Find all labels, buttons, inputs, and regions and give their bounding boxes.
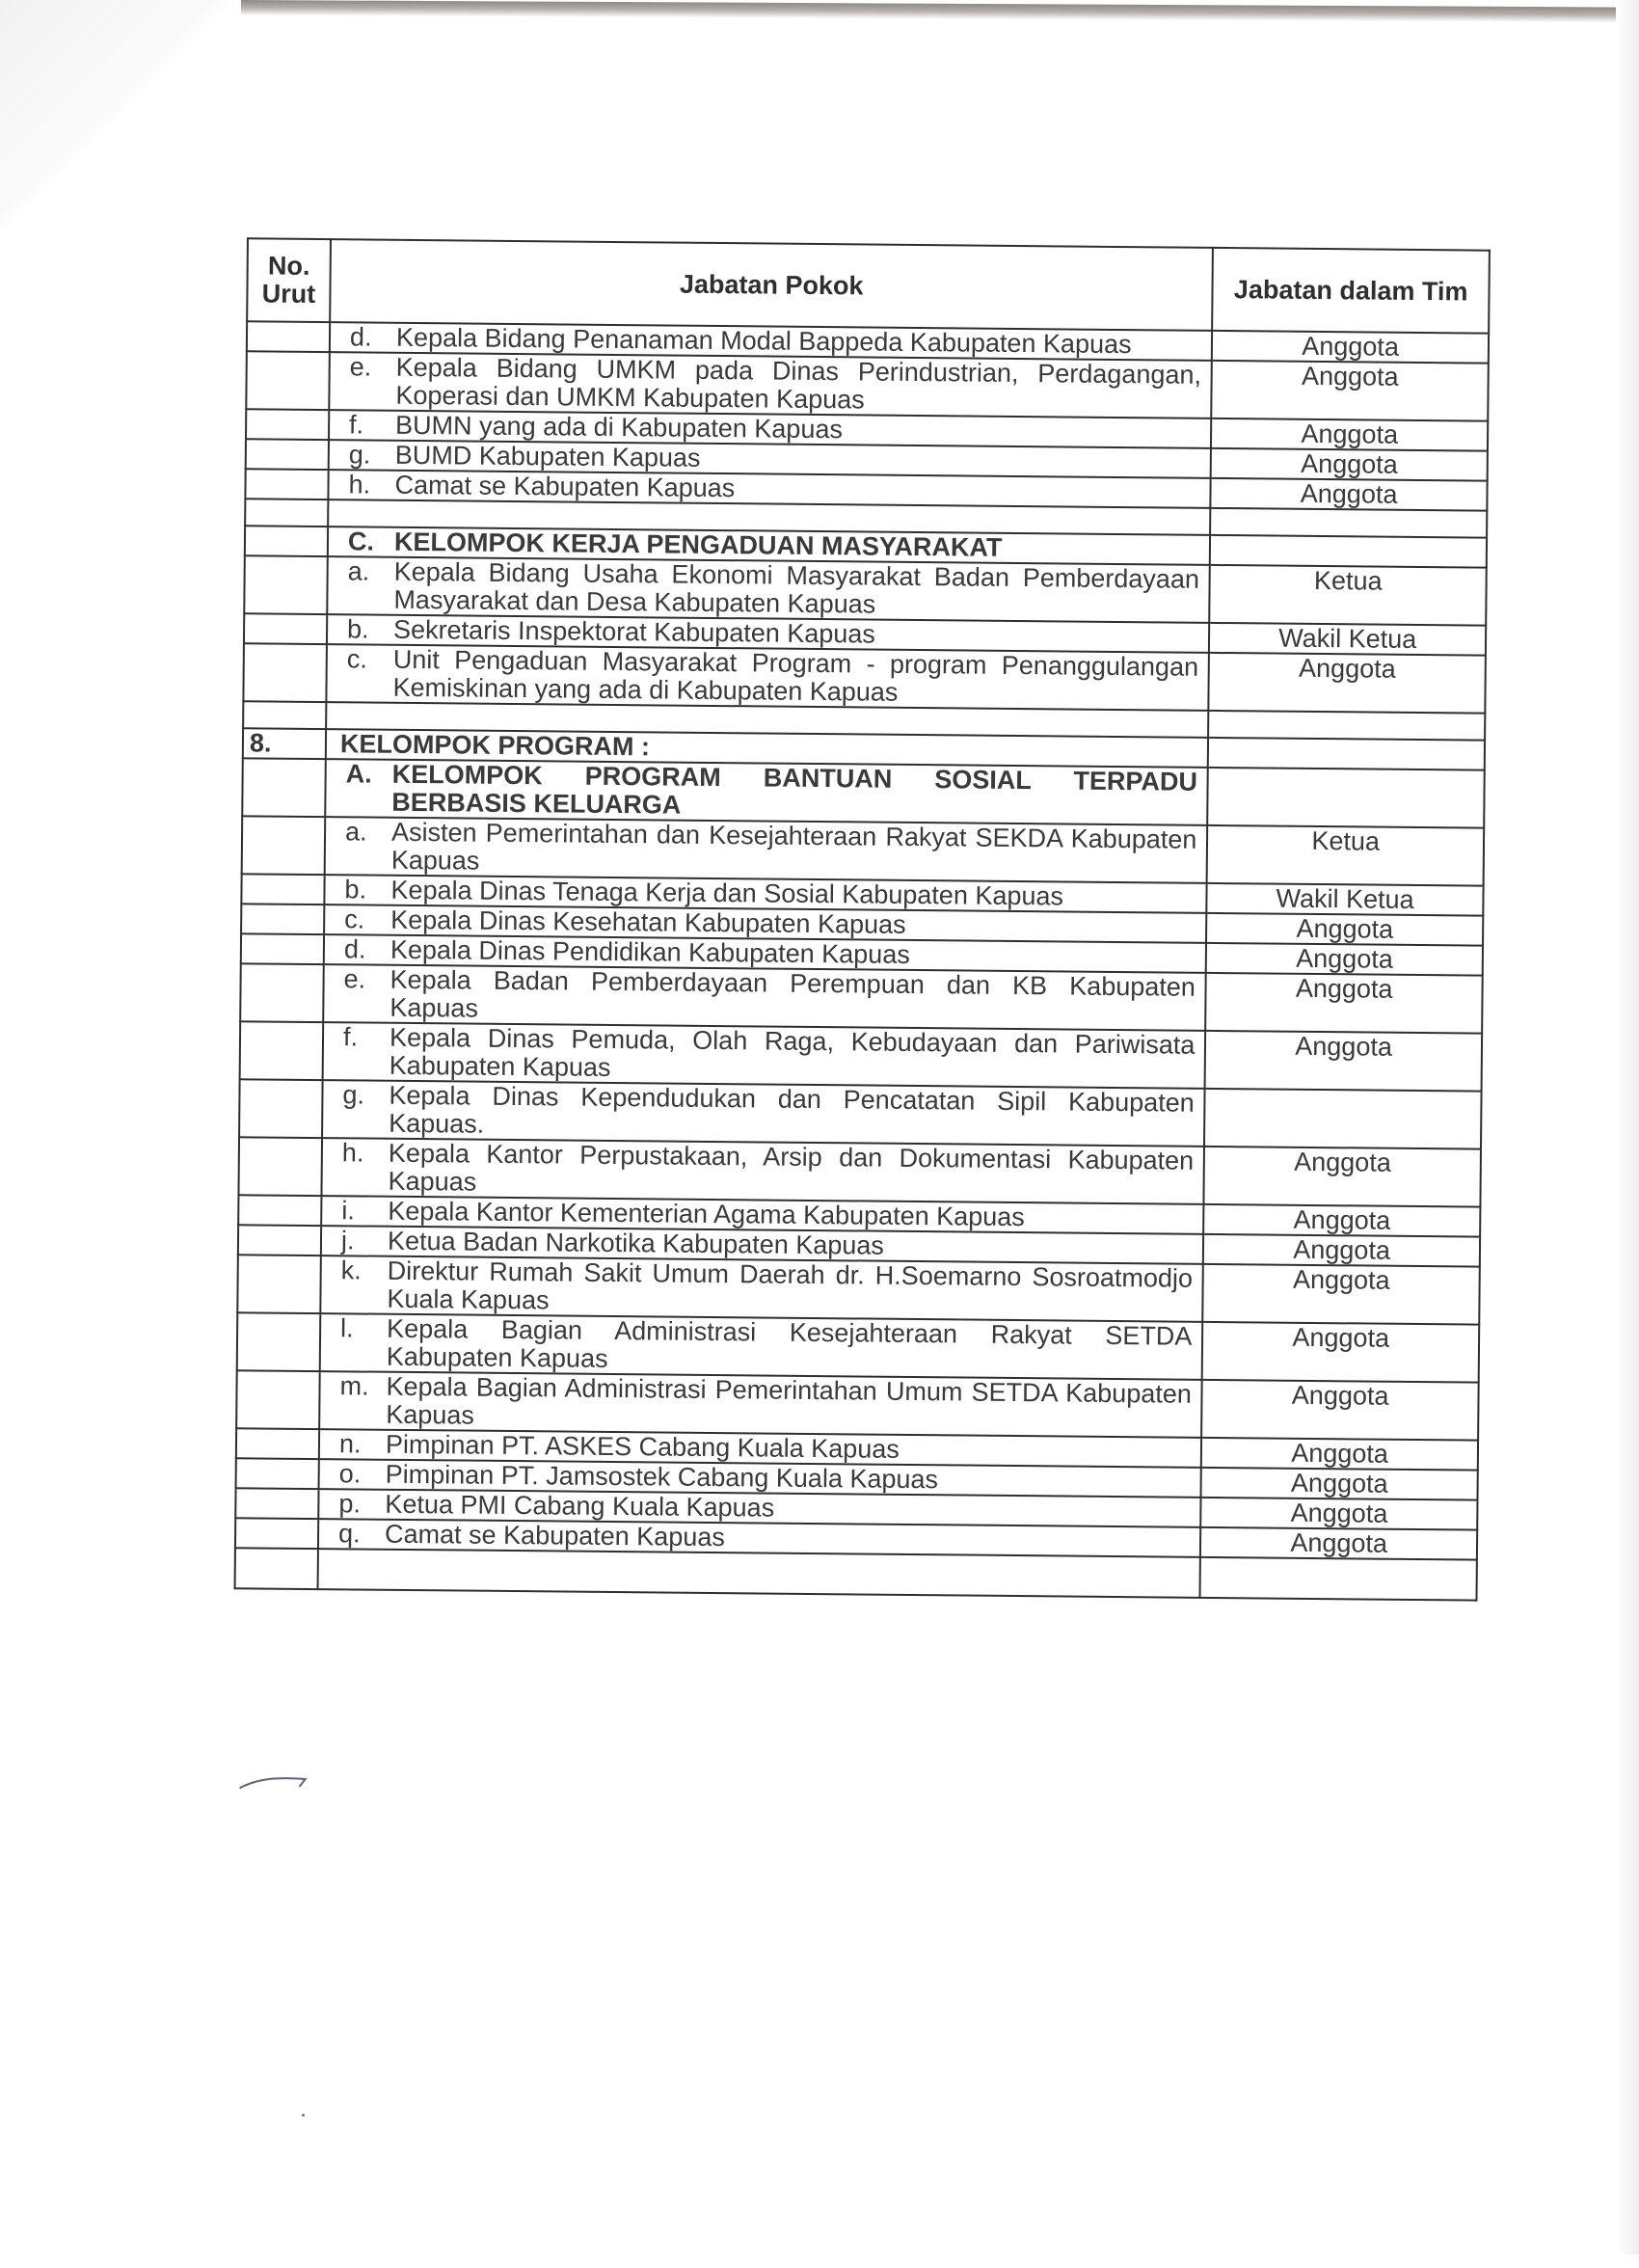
item-role: Anggota	[1211, 418, 1488, 451]
item-text: Kepala Kantor Kementerian Agama Kabupaten Kapuas	[388, 1196, 1025, 1232]
item-role: Wakil Ketua	[1207, 883, 1484, 916]
item-role: Anggota	[1200, 1527, 1477, 1560]
item-role: Anggota	[1209, 653, 1486, 714]
item-role: Ketua	[1207, 825, 1484, 886]
section-number: 8.	[243, 728, 326, 759]
item-text: BUMN yang ada di Kabupaten Kapuas	[394, 410, 844, 445]
item-letter: h.	[341, 1138, 364, 1168]
item-text: Kepala Bidang Usaha Ekonomi Masyarakat Badan Pemberdayaan Masyarakat dan Desa Kabupaten Kapuas	[393, 556, 1200, 619]
item-role: Anggota	[1206, 943, 1483, 976]
item-text: Unit Pengaduan Masyarakat Program - program Penanggulangan Kemiskinan yang ada di Kabupaten Kapuas	[392, 644, 1199, 707]
item-letter: k.	[340, 1256, 362, 1285]
item-letter: b.	[346, 614, 369, 644]
section-letter: C.	[347, 526, 375, 556]
program-rows	[235, 816, 1484, 1559]
item-role: Anggota	[1201, 1468, 1478, 1500]
item-role: Anggota	[1202, 1322, 1479, 1383]
item-text: Kepala Bidang UMKM pada Dinas Perindustrian, Perdagangan, Koperasi dan UMKM Kabupaten Kapuas	[395, 352, 1202, 415]
item-text: Camat se Kabupaten Kapuas	[384, 1519, 725, 1552]
item-letter: a.	[347, 556, 370, 586]
item-role: Anggota	[1203, 1204, 1480, 1237]
handwritten-check-mark	[238, 1772, 315, 1793]
item-text: Kepala Dinas Tenaga Kerja dan Sosial Kabupaten Kapuas	[390, 875, 1064, 911]
section-title: KELOMPOK PROGRAM :	[339, 729, 651, 762]
item-role: Anggota	[1201, 1438, 1478, 1471]
item-letter: j.	[340, 1226, 355, 1256]
item-text: Kepala Dinas Pendidikan Kabupaten Kapuas	[390, 934, 910, 969]
item-letter: l.	[340, 1313, 354, 1343]
item-letter: g.	[348, 440, 371, 470]
header-jabatan-pokok: Jabatan Pokok	[330, 239, 1213, 331]
item-letter: m.	[339, 1371, 369, 1401]
item-role: Anggota	[1203, 1264, 1480, 1325]
membership-table	[234, 237, 1491, 1601]
item-letter: h.	[348, 470, 371, 500]
item-text: Direktur Rumah Sakit Umum Daerah dr. H.Soemarno Sosroatmodjo Kuala Kapuas	[387, 1256, 1194, 1315]
header-jabatan-dalam-tim: Jabatan dalam Tim	[1212, 248, 1489, 334]
item-text: Ketua PMI Cabang Kuala Kapuas	[385, 1489, 775, 1523]
item-text: Ketua Badan Narkotika Kabupaten Kapuas	[387, 1226, 885, 1260]
subsection-title: KELOMPOK PROGRAM BANTUAN SOSIAL TERPADU BERBASIS KELUARGA	[391, 759, 1198, 820]
item-text: Kepala Dinas Kesehatan Kabupaten Kapuas	[390, 904, 906, 939]
item-role: Anggota	[1203, 1234, 1480, 1267]
item-letter: n.	[338, 1429, 362, 1459]
item-text: Kepala Dinas Kependudukan dan Pencatatan Sipil Kabupaten Kapuas.	[389, 1080, 1195, 1139]
item-text: Kepala Dinas Pemuda, Olah Raga, Kebudayaan dan Pariwisata Kabupaten Kapuas	[389, 1022, 1196, 1082]
item-text: Kepala Badan Pemberdayaan Perempuan dan KB Kabupaten Kapuas	[390, 964, 1196, 1023]
item-letter: g.	[342, 1080, 365, 1110]
item-letter: o.	[338, 1459, 362, 1489]
item-letter: b.	[344, 875, 367, 904]
item-text: Kepala Bagian Administrasi Pemerintahan Umum SETDA Kabupaten Kapuas	[386, 1371, 1192, 1430]
item-letter: c.	[344, 904, 365, 934]
item-letter: d.	[349, 322, 372, 352]
item-letter: f.	[342, 1022, 359, 1052]
item-letter: d.	[343, 934, 366, 964]
item-role: Anggota	[1205, 973, 1482, 1034]
item-role: Anggota	[1201, 1380, 1478, 1441]
item-role: Anggota	[1205, 1031, 1482, 1092]
item-letter: q.	[337, 1519, 361, 1549]
item-role	[1204, 1089, 1481, 1149]
header-no-urut: No. Urut	[247, 238, 331, 322]
item-text: Kepala Bagian Administrasi Kesejahteraan Rakyat SETDA Kabupaten Kapuas	[386, 1313, 1193, 1373]
subsection-letter: A.	[345, 759, 372, 789]
item-role: Ketua	[1210, 565, 1487, 626]
scan-speck	[302, 2114, 305, 2117]
item-text: Sekretaris Inspektorat Kabupaten Kapuas	[392, 614, 876, 649]
item-text: Asisten Pemerintahan dan Kesejahteraan Rakyat SEKDA Kabupaten Kapuas	[390, 817, 1197, 876]
item-role: Wakil Ketua	[1209, 623, 1486, 656]
item-role: Anggota	[1201, 1498, 1478, 1530]
item-role: Anggota	[1211, 448, 1488, 481]
item-letter: a.	[344, 817, 367, 847]
item-letter: i.	[341, 1196, 355, 1226]
item-role: Anggota	[1206, 913, 1483, 946]
item-text: Kepala Bidang Penanaman Modal Bappeda Kabupaten Kapuas	[395, 322, 1132, 360]
section-title: KELOMPOK KERJA PENGADUAN MASYARAKAT	[393, 526, 1003, 562]
item-role: Anggota	[1211, 478, 1488, 511]
item-text: Pimpinan PT. Jamsostek Cabang Kuala Kapuas	[385, 1459, 939, 1495]
item-text: Camat se Kabupaten Kapuas	[394, 470, 736, 503]
item-letter: f.	[348, 410, 364, 440]
item-role: Anggota	[1204, 1147, 1481, 1207]
table-header-row	[247, 238, 1490, 333]
item-text: Pimpinan PT. ASKES Cabang Kuala Kapuas	[385, 1429, 900, 1464]
item-text: Kepala Kantor Perpustakaan, Arsip dan Dokumentasi Kabupaten Kapuas	[388, 1138, 1195, 1197]
item-role: Anggota	[1212, 361, 1489, 421]
item-letter: e.	[343, 964, 366, 994]
item-letter: e.	[349, 352, 372, 382]
item-letter: c.	[346, 644, 367, 674]
item-text: BUMD Kabupaten Kapuas	[394, 440, 701, 472]
item-role: Anggota	[1212, 331, 1489, 364]
item-letter: p.	[338, 1489, 362, 1519]
